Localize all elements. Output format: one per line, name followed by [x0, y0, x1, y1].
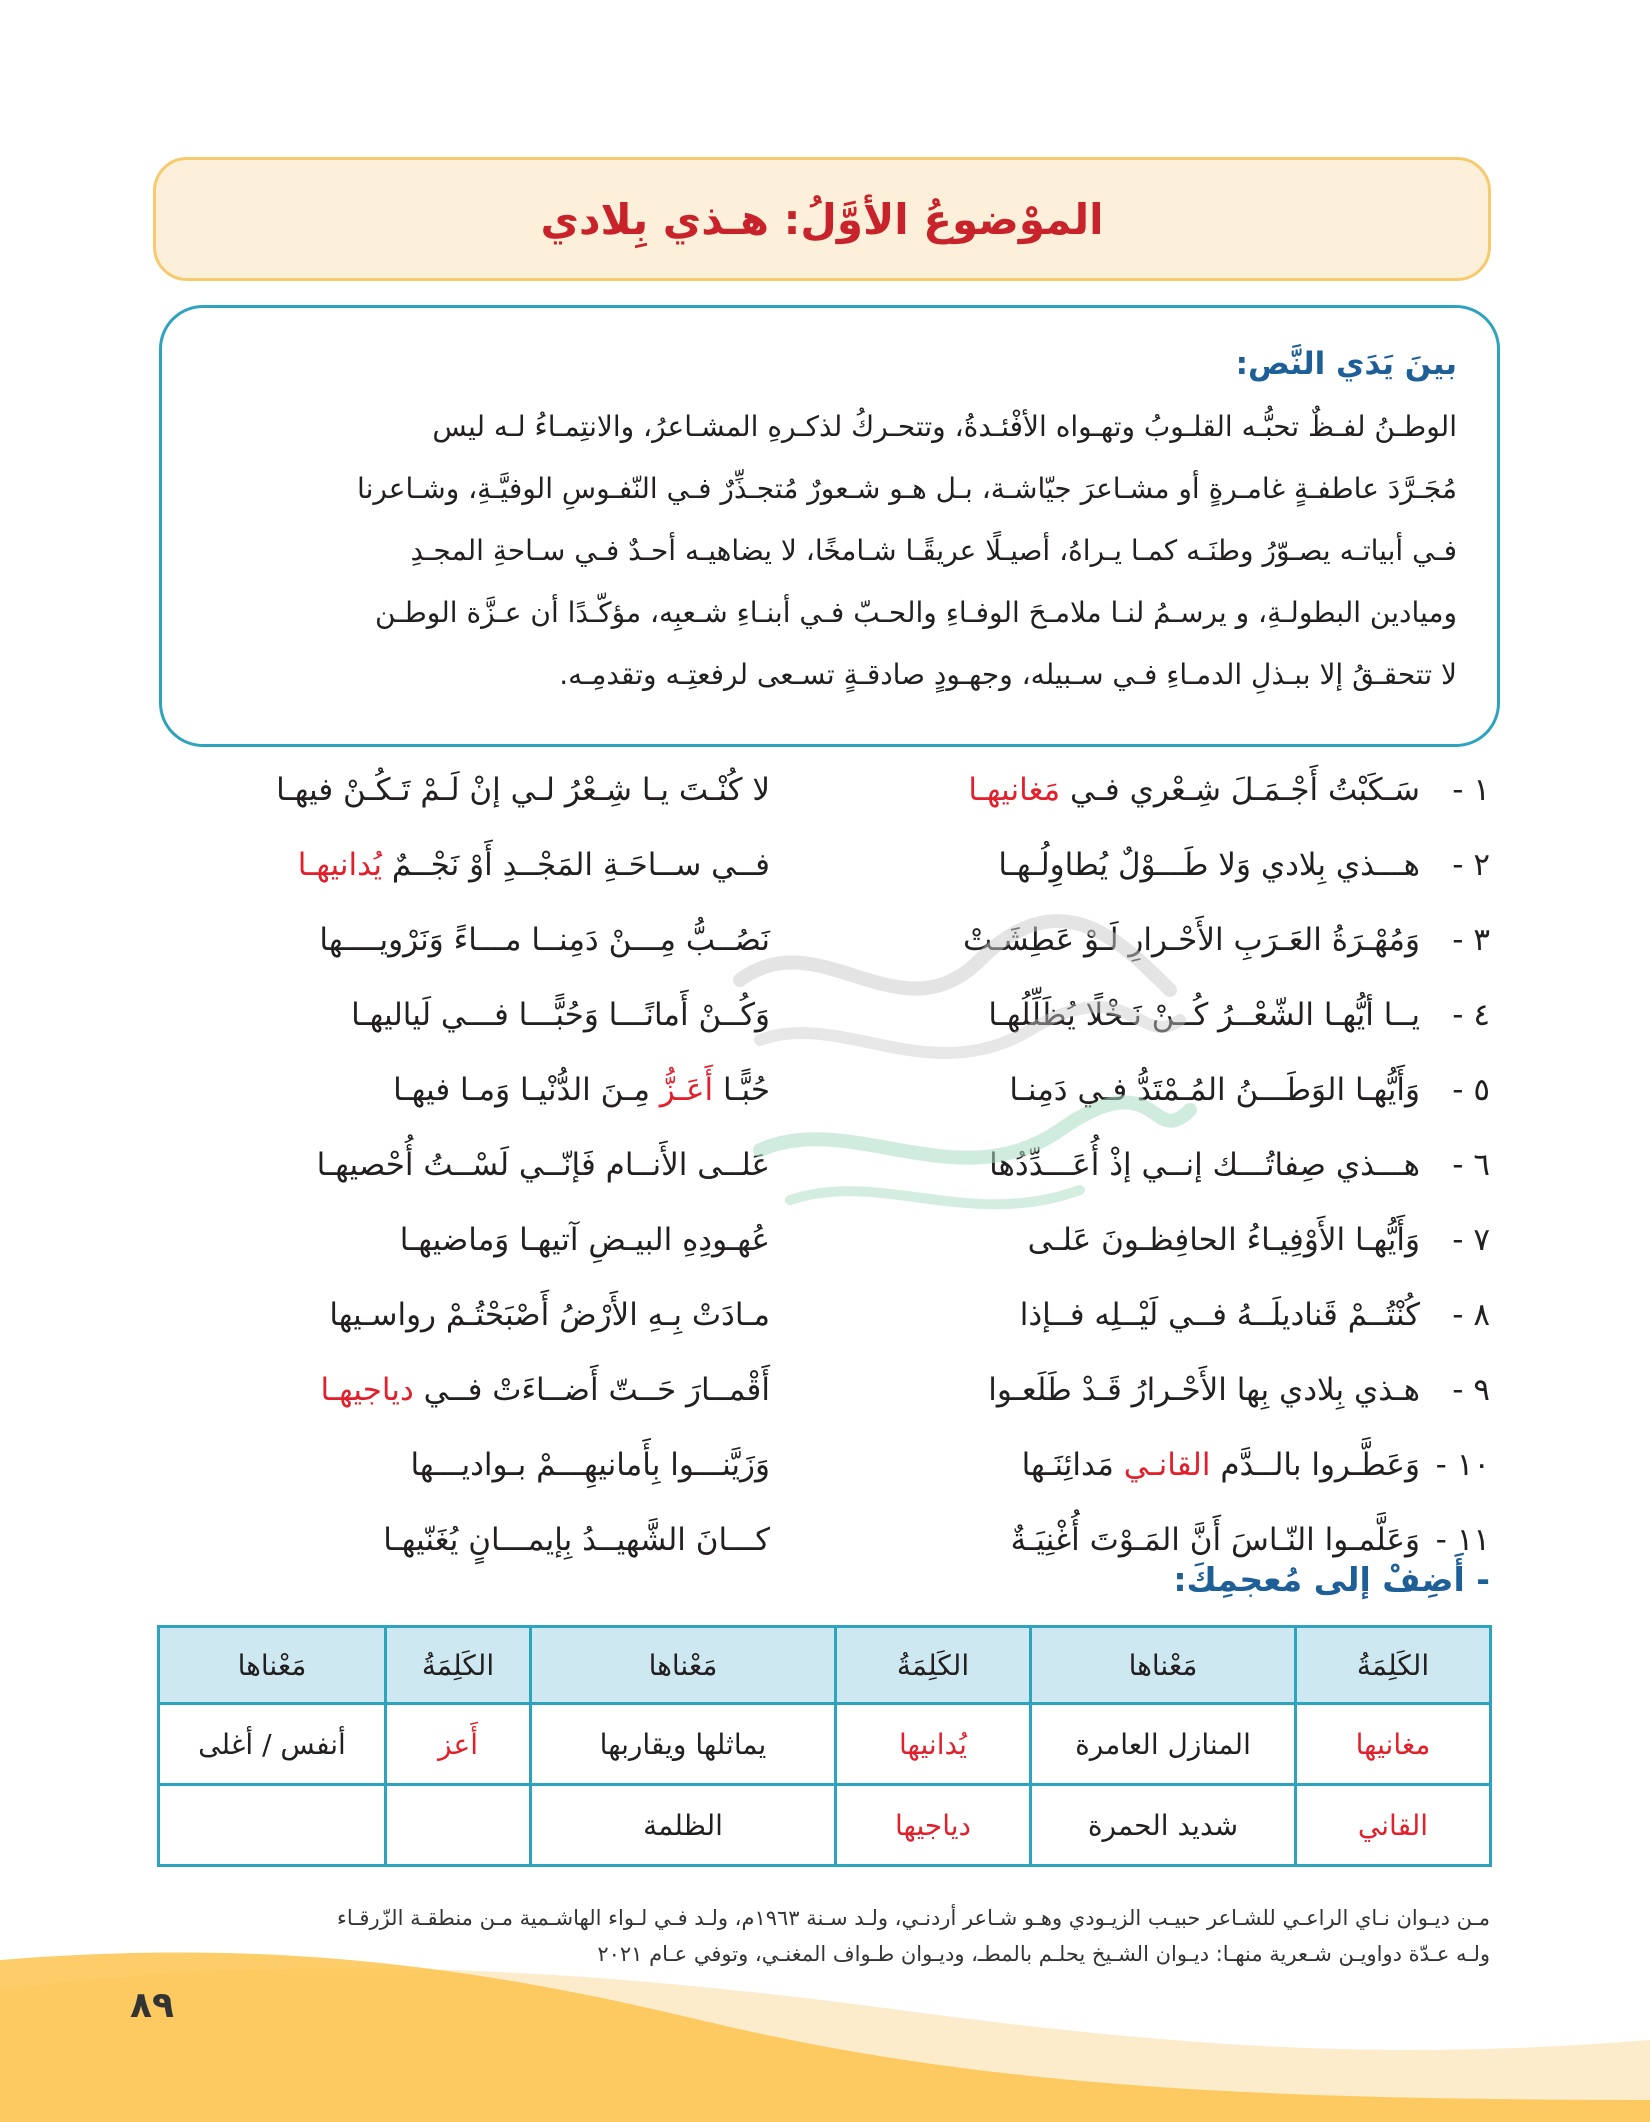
header-meaning: مَعْناها [1031, 1627, 1296, 1704]
verse-number: ٩ - [1452, 1371, 1490, 1408]
verse [180, 1427, 1490, 1502]
table-cell-meaning: الظلمة [531, 1785, 836, 1866]
verse-number: ٧ - [1452, 1221, 1490, 1258]
first-hemistich: وَأَيُّهـا الوَطَـــنُ المُـمْتَدُّ فـي دَمِنـا [1009, 1071, 1420, 1108]
footnote-line: مـن ديـوان نـاي الراعـي للشـاعر حبيـب الزيـودي وهـو شـاعر أردنـي، ولـد سـنة ١٩٦٣م، ولـد فـي لـواء الهاشـمية مـن منطقـة الزّرقـاء [336, 1906, 1490, 1930]
first-hemistich: وَعَطَّـروا بالــدَّم القانـي مَدائِنَـها [1021, 1446, 1420, 1483]
intro-line: مُجَـرَّدَ عاطفـةٍ غامـرةٍ أو مشـاعرَ جيّاشـة، بـل هـو شـعورٌ مُتجـذِّرٌ فـي النّفـوسِ الوفيَّـةِ، وشـاعرنا [357, 472, 1457, 505]
first-hemistich: وَمُهْـرَةُ العَـرَبِ الأَحْـرارِ لَـوْ عَطِشَـتْ [963, 921, 1420, 958]
verse [180, 902, 1490, 977]
verse [180, 1127, 1490, 1202]
dictionary-table [157, 1625, 1492, 1867]
second-hemistich: وَزَيَّنـــوا بِأَمانيهِـــمْ بـواديـــها [410, 1446, 770, 1483]
first-hemistich: هـــذي بِلادي وَلا طَـــوْلٌ يُطاوِلُـهـا [998, 846, 1420, 883]
table-cell-word: أَعز [386, 1704, 531, 1785]
intro-text [210, 396, 1457, 706]
first-hemistich: هـــذي صِفاتُـــك إنــي إذْ أُعَـــدِّدُها [989, 1146, 1420, 1183]
footnote [150, 1900, 1490, 1972]
dictionary-heading: - أَضِفْ إلى مُعجمِكَ: [1173, 1560, 1490, 1599]
verse-number: ٢ - [1452, 846, 1490, 883]
intro-line: لا تتحقـقُ إلا ببـذلِ الدمـاءِ فـي سـبيله، وجهـودٍ صادقـةٍ تسـعى لرفعتِـه وتقدمِـه. [559, 658, 1457, 691]
second-hemistich: لا كُنْـتَ يـا شِـعْرُ لـي إنْ لَـمْ تَـكُـنْ فيهـا [276, 771, 770, 808]
table-cell-meaning: شديد الحمرة [1031, 1785, 1296, 1866]
table-cell-meaning: يماثلها ويقاربها [531, 1704, 836, 1785]
second-hemistich: فــي ســاحَـةِ المَجْــدِ أَوْ نَجْــمٌ يُدانيهـا [297, 846, 770, 883]
header-meaning: مَعْناها [159, 1627, 386, 1704]
table-cell-word: دياجيها [836, 1785, 1031, 1866]
verse-number: ١٠ - [1435, 1446, 1490, 1483]
header-word: الكَلِمَةُ [1296, 1627, 1491, 1704]
table-header-row [159, 1627, 1491, 1704]
verse-number: ٤ - [1452, 996, 1490, 1033]
intro-line: الوطـنُ لفـظٌ تحبُّـه القلـوبُ وتهـواه الأفْئـدةُ، وتتحـركُ لذكـرهِ المشـاعرُ، والانتِمـاءُ لـه ليس [432, 410, 1457, 443]
table-cell-meaning: أنفس / أغلى [159, 1704, 386, 1785]
verse [180, 977, 1490, 1052]
table-cell-word [386, 1785, 531, 1866]
lesson-title: الموْضوعُ الأوَّلُ: هـذي بِلادي [540, 194, 1104, 244]
table-row [159, 1785, 1491, 1866]
footnote-line: ولـه عـدّة دواويـن شـعرية منهـا: ديـوان الشـيخ يحلـم بالمطـ، وديـوان طـواف المغنـي، وتوفي عـام ٢٠٢١ [597, 1942, 1490, 1966]
verse [180, 827, 1490, 902]
intro-heading: بينَ يَدَي النَّص: [1235, 346, 1457, 382]
header-meaning: مَعْناها [531, 1627, 836, 1704]
lesson-title-box [153, 157, 1491, 281]
second-hemistich: أَقْمــارَ حَــتّ أَضــاءَتْ فــي دياجيهـا [320, 1371, 770, 1408]
header-word: الكَلِمَةُ [386, 1627, 531, 1704]
first-hemistich: سَـكَبْتُ أَجْـمَـلَ شِـعْري فـي مَغانيهـا [968, 771, 1420, 808]
second-hemistich: حُبًّـا أَعَـزُّ مِـنَ الدُّنْيـا وَمـا فيهـا [393, 1071, 770, 1108]
table-cell-word: مغانيها [1296, 1704, 1491, 1785]
first-hemistich: هـذي بِلادي بِها الأَحْـرارُ قَـدْ طَلَعـوا [988, 1371, 1420, 1408]
intro-line: وميادين البطولـةِ، و يرسـمُ لنـا ملامـحَ الوفـاءِ والحـبّ فـي أبنـاءِ شـعبِه، مؤكّـدًا أن عـزَّة الوطـن [374, 596, 1457, 629]
second-hemistich: عَلــى الأَنــام فَإنّــي لَسْــتُ أُحْصيهـا [316, 1146, 770, 1183]
first-hemistich: وَعَلَّمـوا النّـاسَ أَنَّ المَـوْتَ أُغْنِيَـةٌ [1010, 1521, 1420, 1558]
second-hemistich: كـــانَ الشَّهيــدُ بِإيمـــانٍ يُغَنّيهـا [383, 1521, 770, 1558]
verse [180, 752, 1490, 827]
page-number: ٨٩ [130, 1985, 174, 2026]
verse-number: ١ - [1452, 771, 1490, 808]
verse-number: ٨ - [1452, 1296, 1490, 1333]
first-hemistich: كُنْتُــمْ قَناديلَــهُ فــي لَيْــلِه فــإذا [1019, 1296, 1420, 1333]
table-cell-word: يُدانيها [836, 1704, 1031, 1785]
second-hemistich: نَصُــبُّ مِـــنْ دَمِنــا مـــاءً وَنَرْويــــها [319, 921, 770, 958]
table-row [159, 1704, 1491, 1785]
second-hemistich: وَكُــنْ أَمانًـــا وَحُبًّـــا فـــي لَياليهـا [351, 996, 770, 1033]
verse [180, 1277, 1490, 1352]
second-hemistich: عُهـودِهِ البيـضِ آتيهـا وَماضيهـا [399, 1221, 770, 1258]
poem [180, 752, 1490, 1577]
intro-box [159, 305, 1500, 747]
verse-number: ١١ - [1435, 1521, 1490, 1558]
footer-wave-decoration [0, 1950, 1650, 2122]
second-hemistich: مـادَتْ بِـهِ الأَرْضُ أَصْبَحْتُـمْ رواسـيها [329, 1296, 770, 1333]
verse-number: ٦ - [1452, 1146, 1490, 1183]
table-cell-meaning: المنازل العامرة [1031, 1704, 1296, 1785]
verse-number: ٣ - [1452, 921, 1490, 958]
first-hemistich: وَأَيُّهـا الأَوْفِيـاءُ الحافِظـونَ عَلـى [1027, 1221, 1420, 1258]
verse-number: ٥ - [1452, 1071, 1490, 1108]
intro-line: فـي أبياتـه يصـوّرُ وطنَـه كمـا يـراهُ، أصيـلًا عريقًـا شـامخًا، لا يضاهيـه أحـدٌ فـي سـاحةِ المجـدِ [410, 534, 1457, 567]
verse [180, 1052, 1490, 1127]
table-cell-meaning [159, 1785, 386, 1866]
verse [180, 1202, 1490, 1277]
table-cell-word: القاني [1296, 1785, 1491, 1866]
header-word: الكَلِمَةُ [836, 1627, 1031, 1704]
first-hemistich: يــا أيُّهـا الشّعْــرُ كُــنْ نَـخْلًا يُظَلِّلُهـا [988, 996, 1420, 1033]
verse [180, 1352, 1490, 1427]
